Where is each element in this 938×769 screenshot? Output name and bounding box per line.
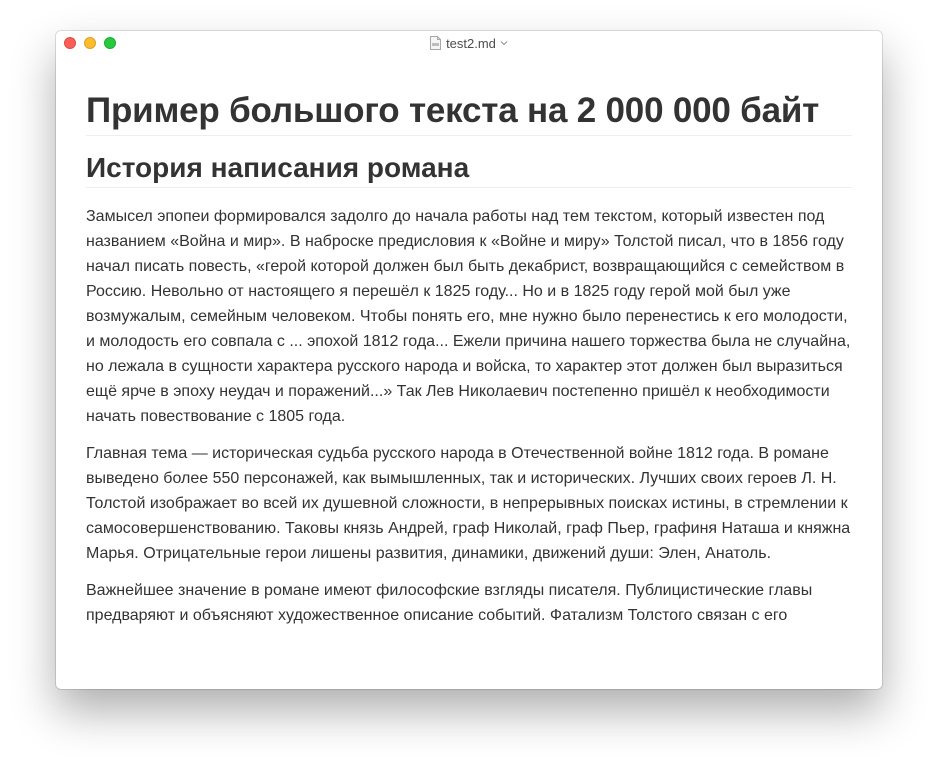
- document-heading: Пример большого текста на 2 000 000 байт: [86, 89, 852, 136]
- title-bar[interactable]: [56, 31, 882, 55]
- markdown-file-icon: [430, 36, 441, 50]
- editor-window: [56, 31, 882, 689]
- window-title-group[interactable]: [56, 31, 882, 55]
- paragraph: Главная тема — историческая судьба русского народа в Отечественной войне 1812 года. В романе выведено более 550 персонажей, как вымышленных, так и исторических. Лучших своих героев Л. Н. Толстой изображает во всей их душевной сложности, в непрерывных поисках истины, в стремлении к самосовершенствованию. Таковы князь Андрей, граф Николай, граф Пьер, графиня Наташа и княжна Марья. Отрицательные герои лишены развития, динамики, движений души: Элен, Анатоль.: [86, 445, 851, 562]
- document-body[interactable]: [86, 89, 852, 628]
- paragraph: Важнейшее значение в романе имеют философские взгляды писателя. Публицистические главы предваряют и объясняют художественное описание событий. Фатализм Толстого связан с его: [86, 582, 813, 624]
- window-title: test2.md: [446, 35, 496, 51]
- chevron-down-icon[interactable]: [500, 40, 508, 46]
- paragraph: Замысел эпопеи формировался задолго до начала работы над тем текстом, который известен под названием «Война и мир». В наброске предисловия к «Войне и миру» Толстой писал, что в 1856 году начал писать повесть, «герой которой должен был быть декабрист, возвращающийся с семейством в Россию. Невольно от настоящего я перешёл к 1825 году... Но и в 1825 году герой мой был уже возмужалым, семейным человеком. Чтобы понять его, мне нужно было перенестись к его молодости, и молодость его совпала с ... эпохой 1812 года... Ежели причина нашего торжества была не случайна, но лежала в сущности характера русского народа и войска, то характер этот должен был выразиться ещё ярче в эпоху неудач и поражений...» Так Лев Николаевич постепенно пришёл к необходимости начать повествование с 1805 года.: [86, 208, 851, 425]
- section-heading: История написания романа: [86, 150, 852, 188]
